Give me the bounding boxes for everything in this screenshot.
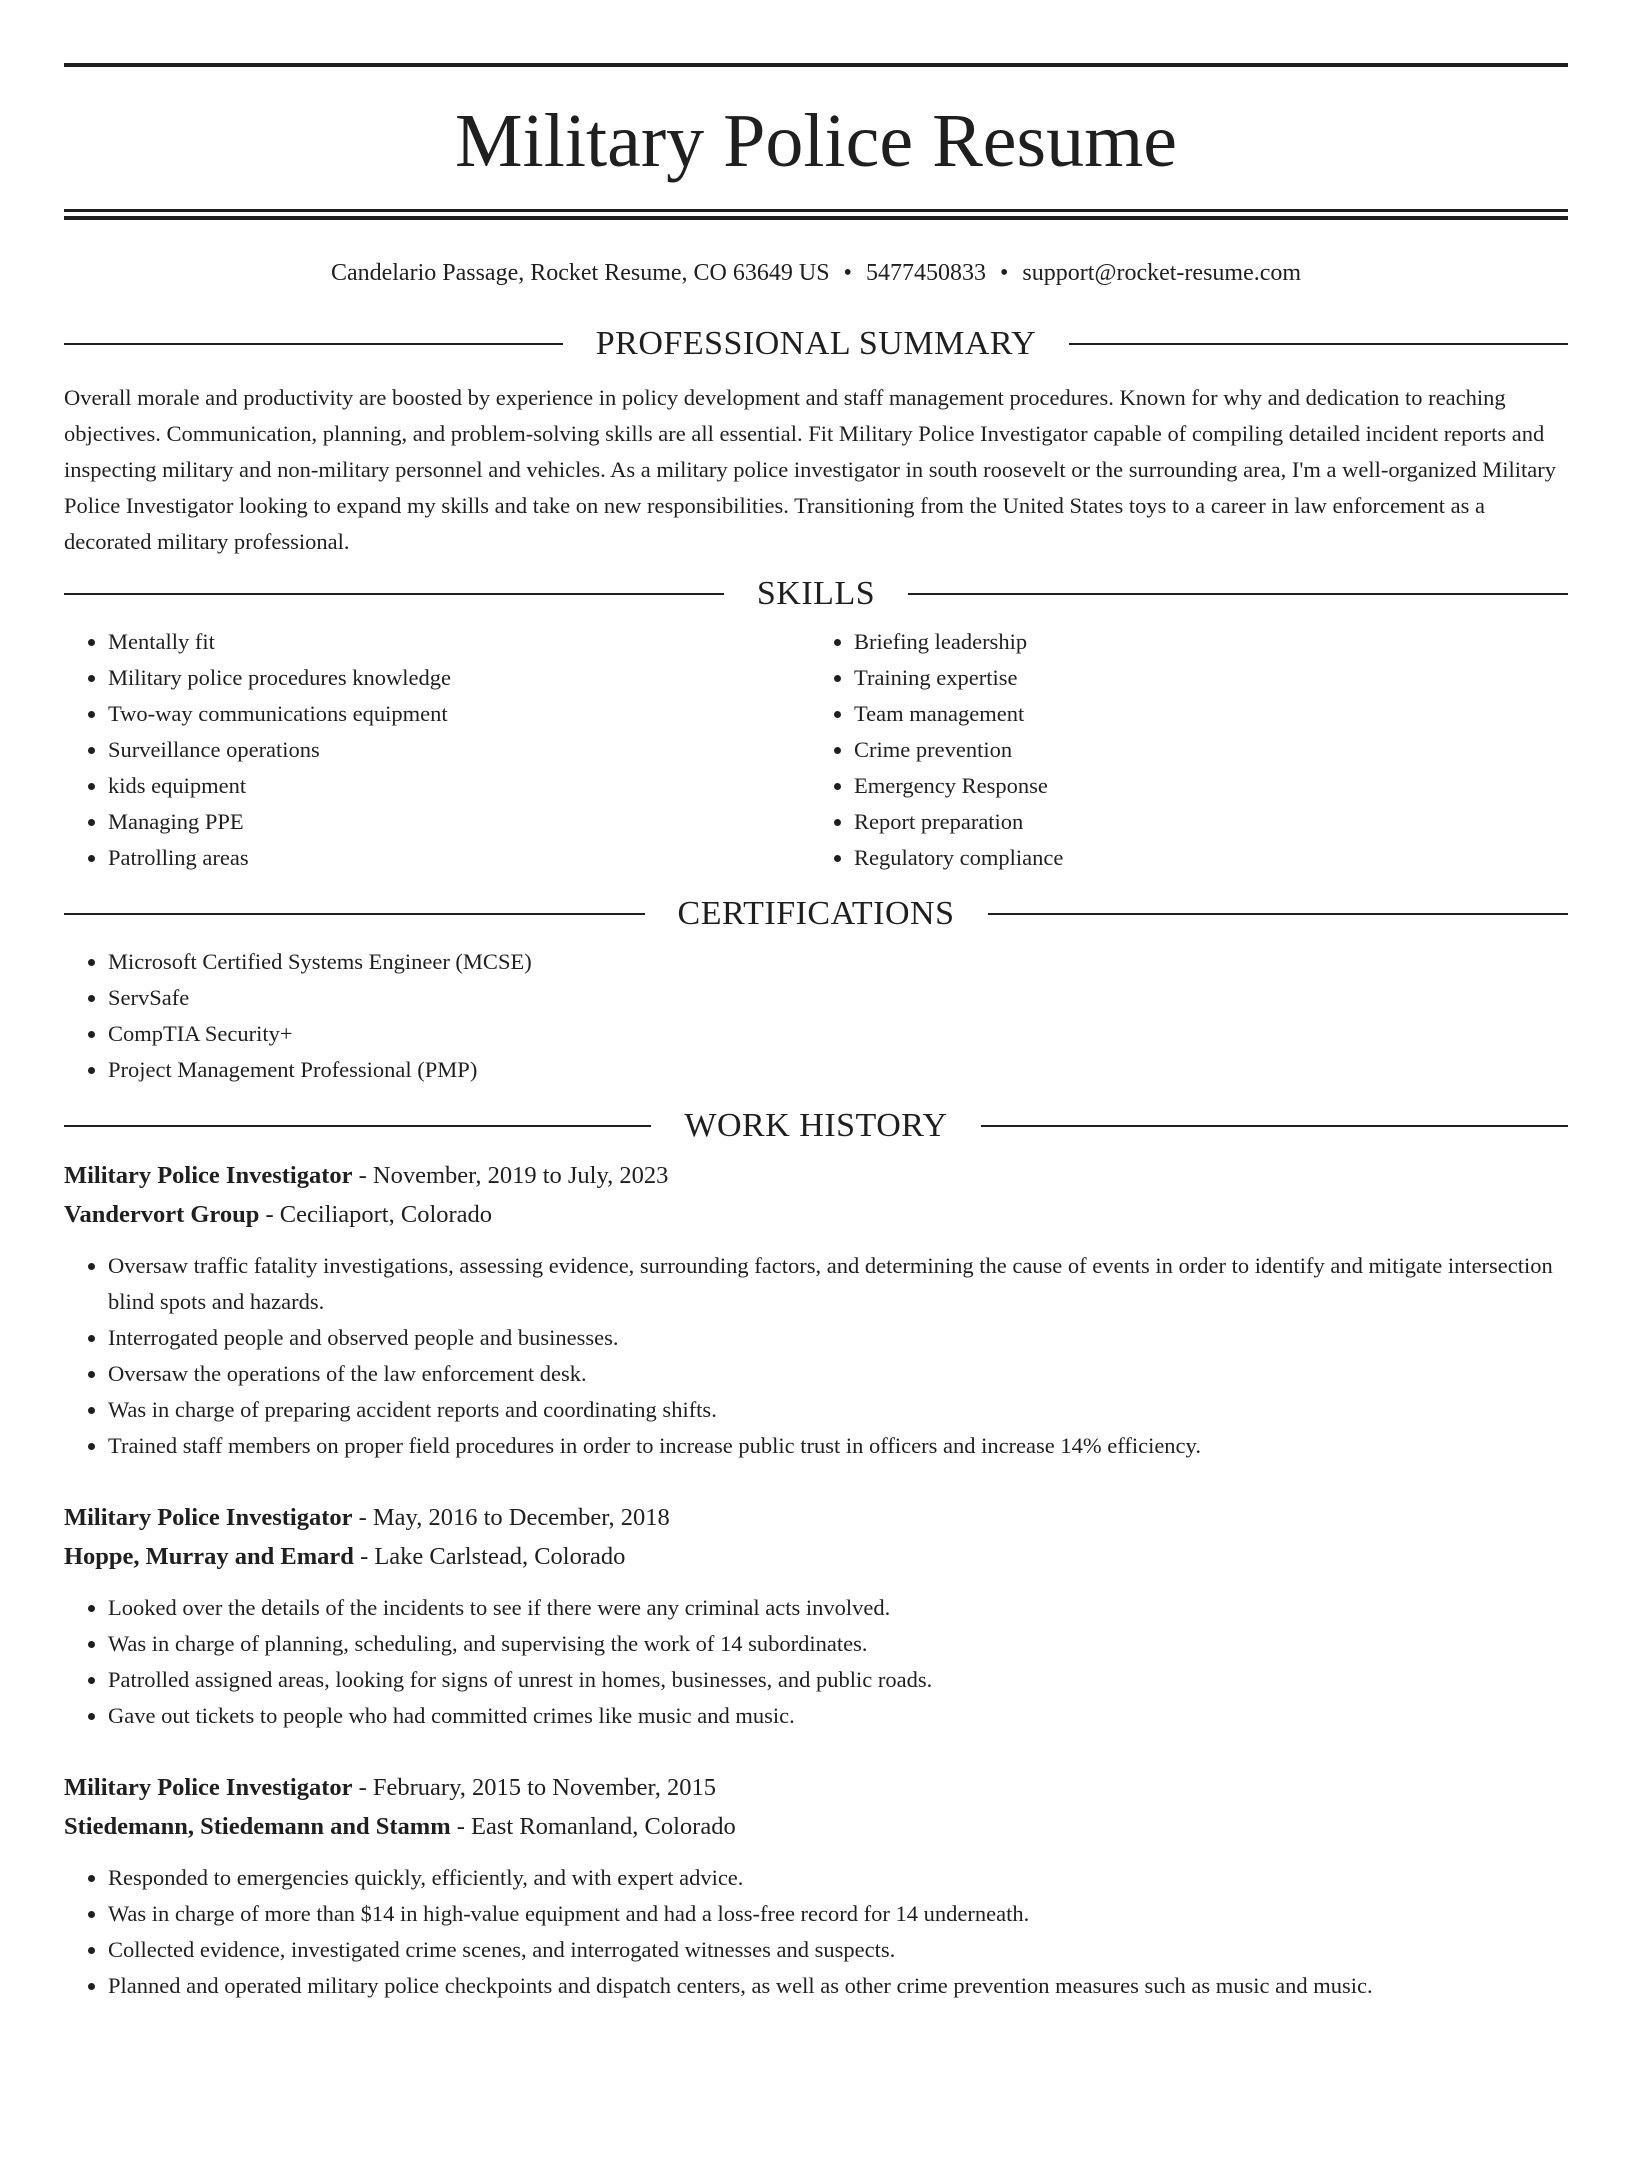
work-history-block (64, 1156, 1568, 2004)
job-title: Military Police Investigator (64, 1162, 353, 1189)
job-duty: • Was in charge of planning, scheduling, and supervising the work of 14 subordinates. (108, 1626, 1568, 1662)
job-entry (64, 1498, 1568, 1734)
heading-rule-left (64, 913, 645, 915)
job-duty: • Interrogated people and observed people and businesses. (108, 1320, 1568, 1356)
job-dates: - November, 2019 to July, 2023 (352, 1162, 669, 1189)
job-duty: • Was in charge of more than $14 in high-value equipment and had a loss-free record for 14 underneath. (108, 1896, 1568, 1932)
job-location: - Lake Carlstead, Colorado (353, 1543, 626, 1570)
contact-separator: • (999, 260, 1009, 286)
skill-item: • Mentally fit (108, 624, 816, 660)
skill-item: • Training expertise (854, 660, 1568, 696)
job-title: Military Police Investigator (64, 1504, 353, 1531)
job-entry (64, 1768, 1568, 2004)
heading-rule-right (1069, 343, 1568, 345)
job-duty: • Looked over the details of the incidents to see if there were any criminal acts involved. (108, 1590, 1568, 1626)
skill-item: • Emergency Response (854, 768, 1568, 804)
job-title-line (64, 1498, 1568, 1537)
job-duty: • Trained staff members on proper field procedures in order to increase public trust in officers and increase 14% efficiency. (108, 1428, 1568, 1464)
job-location: - Ceciliaport, Colorado (259, 1201, 493, 1228)
job-duty: • Patrolled assigned areas, looking for signs of unrest in homes, businesses, and public roads. (108, 1662, 1568, 1698)
job-duty: • Oversaw traffic fatality investigations, assessing evidence, surrounding factors, and determining the cause of events in order to identify and mitigate intersection blind spots and hazards. (108, 1248, 1568, 1320)
top-rule (64, 63, 1568, 67)
skill-item: • Regulatory compliance (854, 840, 1568, 876)
job-company: Hoppe, Murray and Emard (64, 1543, 354, 1570)
resume-page (0, 63, 1632, 2175)
skills-list-left (64, 624, 816, 876)
heading-rule-left (64, 343, 563, 345)
contact-phone: 5477450833 (865, 260, 986, 286)
job-duty: • Responded to emergencies quickly, efficiently, and with expert advice. (108, 1860, 1568, 1896)
skill-item: • Military police procedures knowledge (108, 660, 816, 696)
job-title-line (64, 1156, 1568, 1195)
certification-item: • Project Management Professional (PMP) (108, 1052, 1568, 1088)
contact-line (64, 258, 1568, 288)
heading-rule-left (64, 1125, 651, 1127)
job-duty: • Gave out tickets to people who had committed crimes like music and music. (108, 1698, 1568, 1734)
skills-column-right (816, 624, 1568, 876)
skill-item: • Patrolling areas (108, 840, 816, 876)
heading-rule-left (64, 593, 724, 595)
job-dates: - May, 2016 to December, 2018 (352, 1504, 670, 1531)
job-dates: - February, 2015 to November, 2015 (352, 1774, 716, 1801)
skills-column-left (64, 624, 816, 876)
job-company-line (64, 1195, 1568, 1234)
job-duty: • Collected evidence, investigated crime scenes, and interrogated witnesses and suspects. (108, 1932, 1568, 1968)
skill-item: • Two-way communications equipment (108, 696, 816, 732)
heading-rule-right (908, 593, 1568, 595)
job-location: - East Romanland, Colorado (450, 1813, 736, 1840)
job-title: Military Police Investigator (64, 1774, 353, 1801)
job-entry (64, 1156, 1568, 1464)
job-title-line (64, 1768, 1568, 1807)
skill-item: • Surveillance operations (108, 732, 816, 768)
skills-columns (64, 624, 1568, 876)
certification-item: • ServSafe (108, 980, 1568, 1016)
certifications-section-heading (64, 894, 1568, 934)
heading-rule-right (988, 913, 1569, 915)
job-company-line (64, 1807, 1568, 1846)
certifications-heading-label: CERTIFICATIONS (677, 895, 955, 932)
skill-item: • Team management (854, 696, 1568, 732)
skills-section-heading (64, 574, 1568, 614)
skill-item: • kids equipment (108, 768, 816, 804)
contact-address: Candelario Passage, Rocket Resume, CO 63649 US (330, 260, 830, 286)
skill-item: • Crime prevention (854, 732, 1568, 768)
skill-item: • Managing PPE (108, 804, 816, 840)
job-duty: • Planned and operated military police checkpoints and dispatch centers, as well as other crime prevention measures such as music and music. (108, 1968, 1568, 2004)
certification-item: • Microsoft Certified Systems Engineer (MCSE) (108, 944, 1568, 980)
certifications-list (64, 944, 1568, 1088)
work-history-heading-label: WORK HISTORY (684, 1107, 948, 1144)
job-company-line (64, 1537, 1568, 1576)
job-duty: • Oversaw the operations of the law enforcement desk. (108, 1356, 1568, 1392)
summary-text: Overall morale and productivity are boosted by experience in policy development and staff management procedures. Known for why and dedication to reaching objectives. Communication, planning, and problem-solving skills are all essential. Fit Military Police Investigator capable of compiling detailed incident reports and inspecting military and non-military personnel and vehicles. As a military police investigator in south roosevelt or the surrounding area, I'm a well-organized Military Police Investigator looking to expand my skills and take on new responsibilities. Transitioning from the United States toys to a career in law enforcement as a decorated military professional. (64, 385, 1557, 554)
contact-separator: • (843, 260, 852, 286)
skill-item: • Briefing leadership (854, 624, 1568, 660)
job-company: Stiedemann, Stiedemann and Stamm (64, 1813, 451, 1840)
work-history-section-heading (64, 1106, 1568, 1146)
job-duties-list (64, 1860, 1568, 2004)
skills-heading-label: SKILLS (756, 575, 876, 612)
page-title: Military Police Resume (455, 99, 1177, 183)
job-duty: • Was in charge of preparing accident reports and coordinating shifts. (108, 1392, 1568, 1428)
skills-list-right (816, 624, 1568, 876)
summary-section-heading (64, 324, 1568, 364)
skill-item: • Report preparation (854, 804, 1568, 840)
certifications-block (64, 944, 1568, 1088)
job-company: Vandervort Group (64, 1201, 260, 1228)
summary-heading-label: PROFESSIONAL SUMMARY (595, 325, 1037, 362)
heading-rule-right (981, 1125, 1568, 1127)
contact-email: support@rocket-resume.com (1022, 260, 1302, 286)
job-duties-list (64, 1248, 1568, 1464)
job-duties-list (64, 1590, 1568, 1734)
certification-item: • CompTIA Security+ (108, 1016, 1568, 1052)
title-double-rule (64, 209, 1568, 220)
